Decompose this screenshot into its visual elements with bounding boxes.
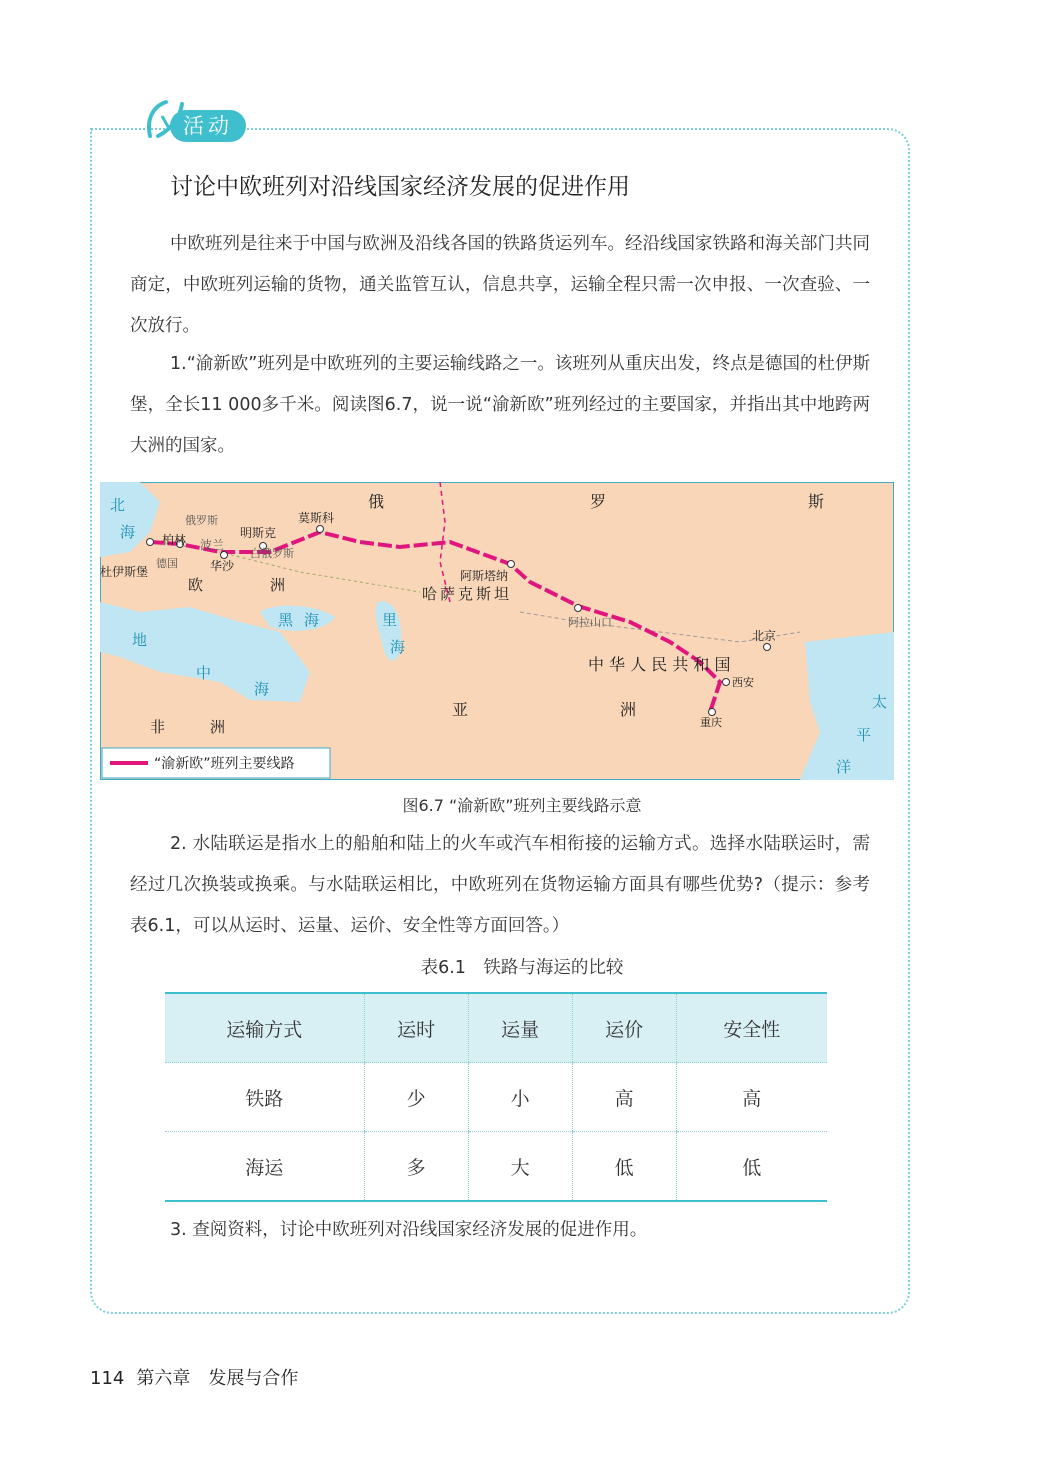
intro-paragraph xyxy=(130,224,870,347)
label-med-3: 海 xyxy=(254,680,270,698)
label-warsaw: 华沙 xyxy=(210,559,235,573)
label-russia-3: 斯 xyxy=(808,492,825,511)
table-cell: 高 xyxy=(676,1063,827,1132)
label-europe-1: 欧 xyxy=(188,576,204,594)
table-header-cell: 运输方式 xyxy=(165,993,364,1063)
table-caption: 表6.1 铁路与海运的比较 xyxy=(420,958,624,978)
table-cell: 小 xyxy=(468,1063,572,1132)
activity-label: 活动 xyxy=(170,110,246,142)
table-cell: 少 xyxy=(364,1063,468,1132)
label-xian: 西安 xyxy=(732,676,754,689)
comparison-table xyxy=(165,992,827,1202)
table-cell: 多 xyxy=(364,1132,468,1202)
city-dot-beijing xyxy=(764,644,771,651)
intro-text: 中欧班列是往来于中国与欧洲及沿线各国的铁路货运列车。经沿线国家铁路和海关部门共同商定，中欧班列运输的货物，通关监管互认，信息共享，运输全程只需一次申报、一次查验、一次放行。 xyxy=(130,234,870,336)
question-1-text: 1.“渝新欧”班列是中欧班列的主要运输线路之一。该班列从重庆出发，终点是德国的杜伊斯堡，全长11 000多千米。阅读图6.7，说一说“渝新欧”班列经过的主要国家，并指出其中地跨两大洲的国家。 xyxy=(130,354,870,456)
legend-label: “渝新欧”班列主要线路 xyxy=(154,756,295,772)
table-cell: 低 xyxy=(676,1132,827,1202)
label-russia-small: 俄罗斯 xyxy=(185,514,218,527)
label-beijing: 北京 xyxy=(752,629,777,643)
label-russia-1: 俄 xyxy=(368,492,385,511)
table-cell: 高 xyxy=(572,1063,676,1132)
city-dot-moscow xyxy=(317,526,324,533)
table-header-row xyxy=(165,993,827,1063)
label-chongqing: 重庆 xyxy=(700,716,722,729)
city-dot-duisburg xyxy=(147,539,154,546)
label-pacific-2: 平 xyxy=(856,726,872,744)
label-caspian-1: 里 xyxy=(382,611,398,629)
label-moscow: 莫斯科 xyxy=(298,511,335,525)
page-number: 114 xyxy=(90,1368,125,1389)
table-header-cell: 安全性 xyxy=(676,993,827,1063)
question-1 xyxy=(130,344,870,467)
label-germany: 德国 xyxy=(156,557,178,570)
city-dot-astana xyxy=(508,561,515,568)
city-dot-warsaw xyxy=(221,552,228,559)
table-row xyxy=(165,1063,827,1132)
label-berlin: 柏林 xyxy=(162,533,187,547)
question-2 xyxy=(130,824,870,947)
figure-caption: 图6.7 “渝新欧”班列主要线路示意 xyxy=(402,796,642,815)
label-africa-1: 非 xyxy=(150,718,166,736)
city-dot-xian xyxy=(723,679,730,686)
activity-badge xyxy=(140,96,250,144)
chapter-title: 第六章 发展与合作 xyxy=(136,1368,299,1389)
activity-title: 讨论中欧班列对沿线国家经济发展的促进作用 xyxy=(170,174,630,200)
label-pacific-3: 洋 xyxy=(836,758,852,776)
label-russia-2: 罗 xyxy=(590,492,607,511)
label-belarus: 白俄罗斯 xyxy=(250,547,294,560)
table-cell: 低 xyxy=(572,1132,676,1202)
label-asia-2: 洲 xyxy=(620,700,637,719)
city-dot-chongqing xyxy=(709,709,716,716)
table-cell: 铁路 xyxy=(165,1063,364,1132)
page-footer xyxy=(90,1364,298,1390)
label-med-2: 中 xyxy=(196,664,212,682)
question-3 xyxy=(130,1210,870,1251)
label-med-1: 地 xyxy=(132,631,148,649)
label-black-sea-2: 海 xyxy=(304,611,320,629)
label-minsk: 明斯克 xyxy=(240,526,277,540)
label-duisburg: 杜伊斯堡 xyxy=(100,565,149,579)
table-cell: 大 xyxy=(468,1132,572,1202)
label-black-sea-1: 黑 xyxy=(278,611,294,629)
table-cell: 海运 xyxy=(165,1132,364,1202)
question-2-text: 2. 水陆联运是指水上的船舶和陆上的火车或汽车相衔接的运输方式。选择水陆联运时，需经过几次换装或换乘。与水陆联运相比，中欧班列在货物运输方面具有哪些优势?（提示：参考表6.1，可以从运时、运量、运价、安全性等方面回答。） xyxy=(130,834,870,936)
table-row xyxy=(165,1132,827,1202)
label-alashankou: 阿拉山口 xyxy=(568,616,612,629)
label-astana: 阿斯塔纳 xyxy=(460,569,509,583)
table-header-cell: 运量 xyxy=(468,993,572,1063)
table-header-cell: 运时 xyxy=(364,993,468,1063)
table-header-cell: 运价 xyxy=(572,993,676,1063)
label-north-sea-1: 北 xyxy=(110,496,126,514)
label-europe-2: 洲 xyxy=(270,576,286,594)
route-map xyxy=(100,482,894,780)
label-pacific-1: 太 xyxy=(872,693,888,711)
label-africa-2: 洲 xyxy=(210,718,226,736)
label-poland: 波兰 xyxy=(200,538,225,552)
label-caspian-2: 海 xyxy=(390,638,406,656)
label-asia-1: 亚 xyxy=(452,700,469,719)
city-dot-alashankou xyxy=(575,605,582,612)
label-kazakhstan: 哈萨克斯坦 xyxy=(422,585,513,603)
label-china: 中 华 人 民 共 和 国 xyxy=(588,655,731,674)
map-legend xyxy=(102,748,330,778)
question-3-text: 3. 查阅资料，讨论中欧班列对沿线国家经济发展的促进作用。 xyxy=(170,1220,648,1240)
label-north-sea-2: 海 xyxy=(120,523,136,541)
